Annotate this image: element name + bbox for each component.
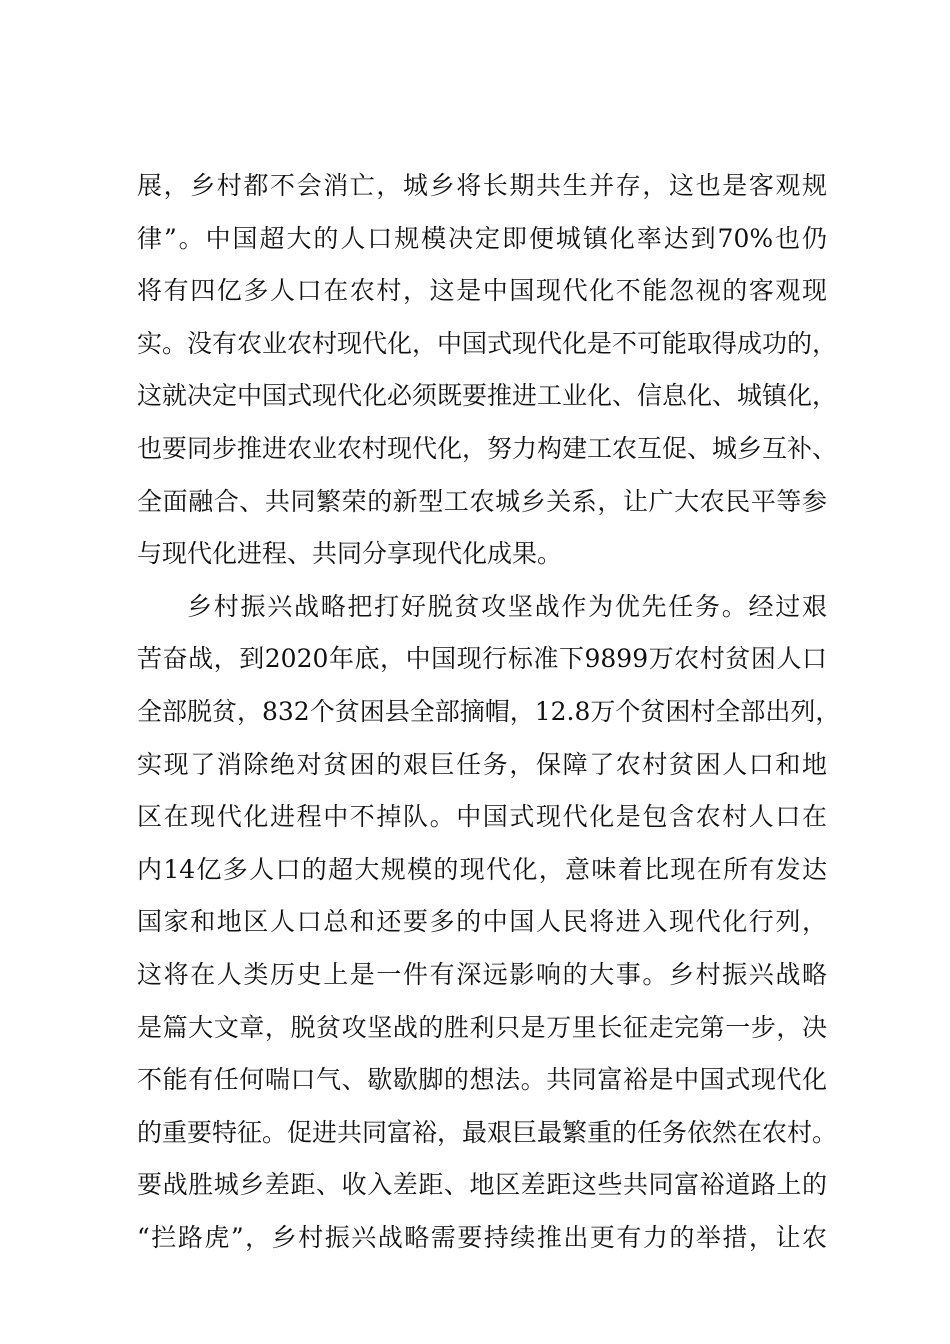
paragraph-end-line: 与现代化进程、共同分享现代化成果。 (137, 539, 563, 569)
text-line: 区在现代化进程中不掉队。中国式现代化是包含农村人口在 (137, 802, 827, 832)
text-line: 展，乡村都不会消亡，城乡将长期共生并存，这也是客观规 (137, 171, 827, 200)
text-line: 要战胜城乡差距、收入差距、地区差距这些共同富裕道路上的 (137, 1170, 827, 1200)
text-line: 全面融合、共同繁荣的新型工农城乡关系，让广大农民平等参 (137, 486, 827, 516)
text-line: 全部脱贫，832个贫困县全部摘帽，12.8万个贫困村全部出列， (137, 696, 841, 726)
text-line: 内14亿多人口的超大规模的现代化，意味着比现在所有发达 (137, 854, 827, 884)
text-line: 不能有任何喘口气、歇歇脚的想法。共同富裕是中国式现代化 (137, 1065, 827, 1095)
text-line: 也要同步推进农业农村现代化，努力构建工农互促、城乡互补、 (137, 433, 838, 463)
text-line: 是篇大文章，脱贫攻坚战的胜利只是万里长征走完第一步，决 (137, 1012, 827, 1042)
paragraph-first-line: 乡村振兴战略把打好脱贫攻坚战作为优先任务。经过艰 (187, 591, 827, 621)
text-line: 律”。中国超大的人口规模决定即便城镇化率达到70%也仍 (137, 223, 827, 253)
text-line: 这将在人类历史上是一件有深远影响的大事。乡村振兴战略 (137, 959, 827, 989)
text-line: 将有四亿多人口在农村，这是中国现代化不能忽视的客观现 (137, 276, 827, 306)
text-line: 这就决定中国式现代化必须既要推进工业化、信息化、城镇化， (137, 381, 838, 411)
text-line: “拦路虎”，乡村振兴战略需要持续推出更有力的举措，让农 (137, 1222, 827, 1252)
text-line: 苦奋战，到2020年底，中国现行标准下9899万农村贫困人口 (137, 644, 827, 674)
text-line: 实现了消除绝对贫困的艰巨任务，保障了农村贫困人口和地 (137, 749, 827, 779)
text-line: 国家和地区人口总和还要多的中国人民将进入现代化行列， (137, 907, 827, 937)
text-line: 实。没有农业农村现代化，中国式现代化是不可能取得成功的， (137, 328, 838, 358)
text-line: 的重要特征。促进共同富裕，最艰巨最繁重的任务依然在农村。 (137, 1117, 838, 1147)
body-text (137, 160, 841, 1264)
